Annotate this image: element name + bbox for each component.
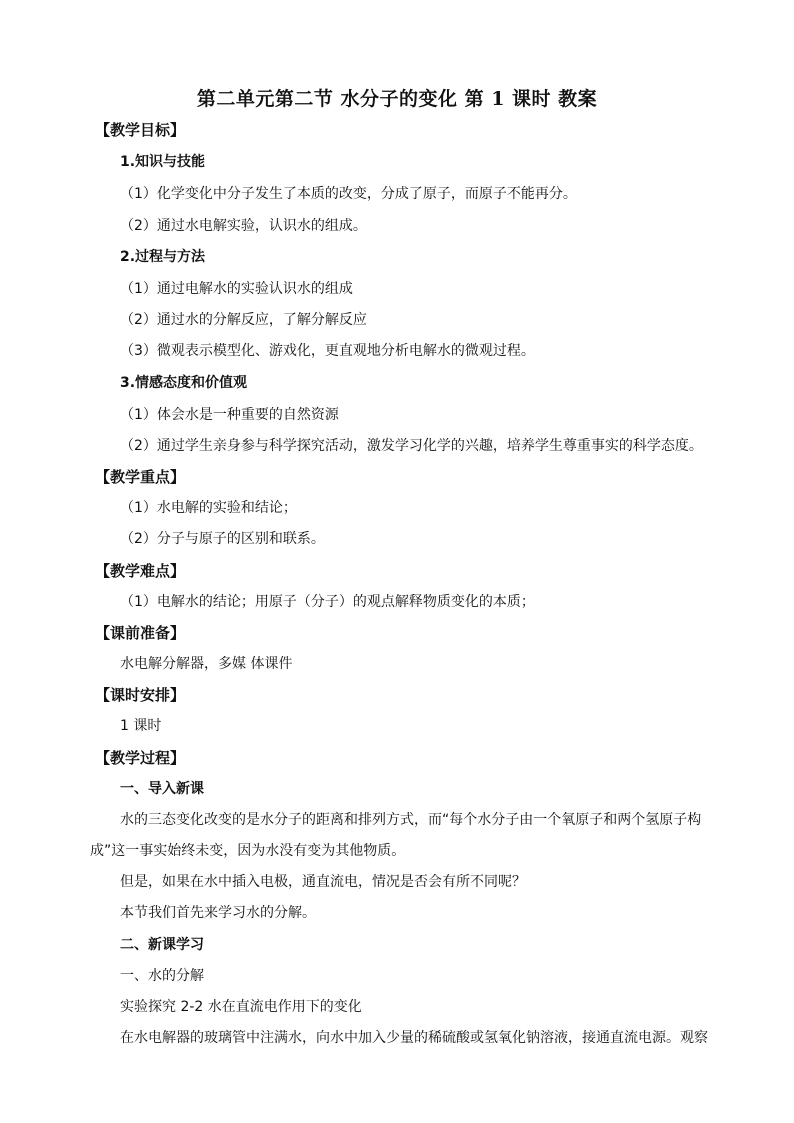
paragraph: 实验探究 2-2 水在直流电作用下的变化 (120, 999, 362, 1015)
paragraph: 本节我们首先来学习水的分解。 (120, 905, 316, 921)
section-heading-difficulties: 【教学难点】 (95, 562, 186, 580)
list-item: （2）通过水的分解反应，了解分解反应 (120, 312, 367, 328)
section-heading-process: 【教学过程】 (95, 749, 186, 767)
list-item: （1）水电解的实验和结论； (120, 500, 297, 516)
subheading-new-lesson: 二、新课学习 (120, 937, 204, 953)
subheading-process: 2.过程与方法 (120, 249, 206, 265)
paragraph: 1 课时 (120, 718, 162, 734)
list-item: （1）化学变化中分子发生了本质的改变，分成了原子，而原子不能再分。 (120, 186, 577, 202)
list-item: （1）通过电解水的实验认识水的组成 (120, 281, 353, 297)
paragraph: 在水电解器的玻璃管中注满水，向水中加入少量的稀硫酸或氢氧化钠溶液，接通直流电源。观察 (120, 1030, 708, 1046)
subheading-attitude: 3.情感态度和价值观 (120, 375, 248, 391)
list-item: （3）微观表示模型化、游戏化，更直观地分析电解水的微观过程。 (120, 343, 535, 359)
subheading-knowledge: 1.知识与技能 (120, 154, 206, 170)
list-item: （2）通过学生亲身参与科学探究活动，激发学习化学的兴趣，培养学生尊重事实的科学态度。 (120, 438, 703, 454)
document-title: 第二单元第二节 水分子的变化 第 1 课时 教案 (196, 88, 598, 110)
section-heading-objectives: 【教学目标】 (95, 121, 186, 139)
list-item: （1）电解水的结论；用原子（分子）的观点解释物质变化的本质； (120, 594, 535, 610)
paragraph-continuation: 成”这一事实始终未变，因为水没有变为其他物质。 (90, 843, 406, 859)
paragraph: 但是，如果在水中插入电极，通直流电，情况是否会有所不同呢？ (120, 874, 526, 890)
paragraph: 水电解分解器，多媒 体课件 (120, 656, 293, 672)
section-heading-key-points: 【教学重点】 (95, 468, 186, 486)
list-item: （2）通过水电解实验，认识水的组成。 (120, 218, 367, 234)
paragraph: 一、水的分解 (120, 968, 204, 984)
section-heading-schedule: 【课时安排】 (95, 686, 186, 704)
list-item: （2）分子与原子的区别和联系。 (120, 531, 325, 547)
section-heading-preparation: 【课前准备】 (95, 624, 186, 642)
list-item: （1）体会水是一种重要的自然资源 (120, 407, 339, 423)
subheading-introduction: 一、导入新课 (120, 781, 204, 797)
paragraph: 水的三态变化改变的是水分子的距离和排列方式，而“每个水分子由一个氧原子和两个氢原子构 (120, 812, 702, 828)
